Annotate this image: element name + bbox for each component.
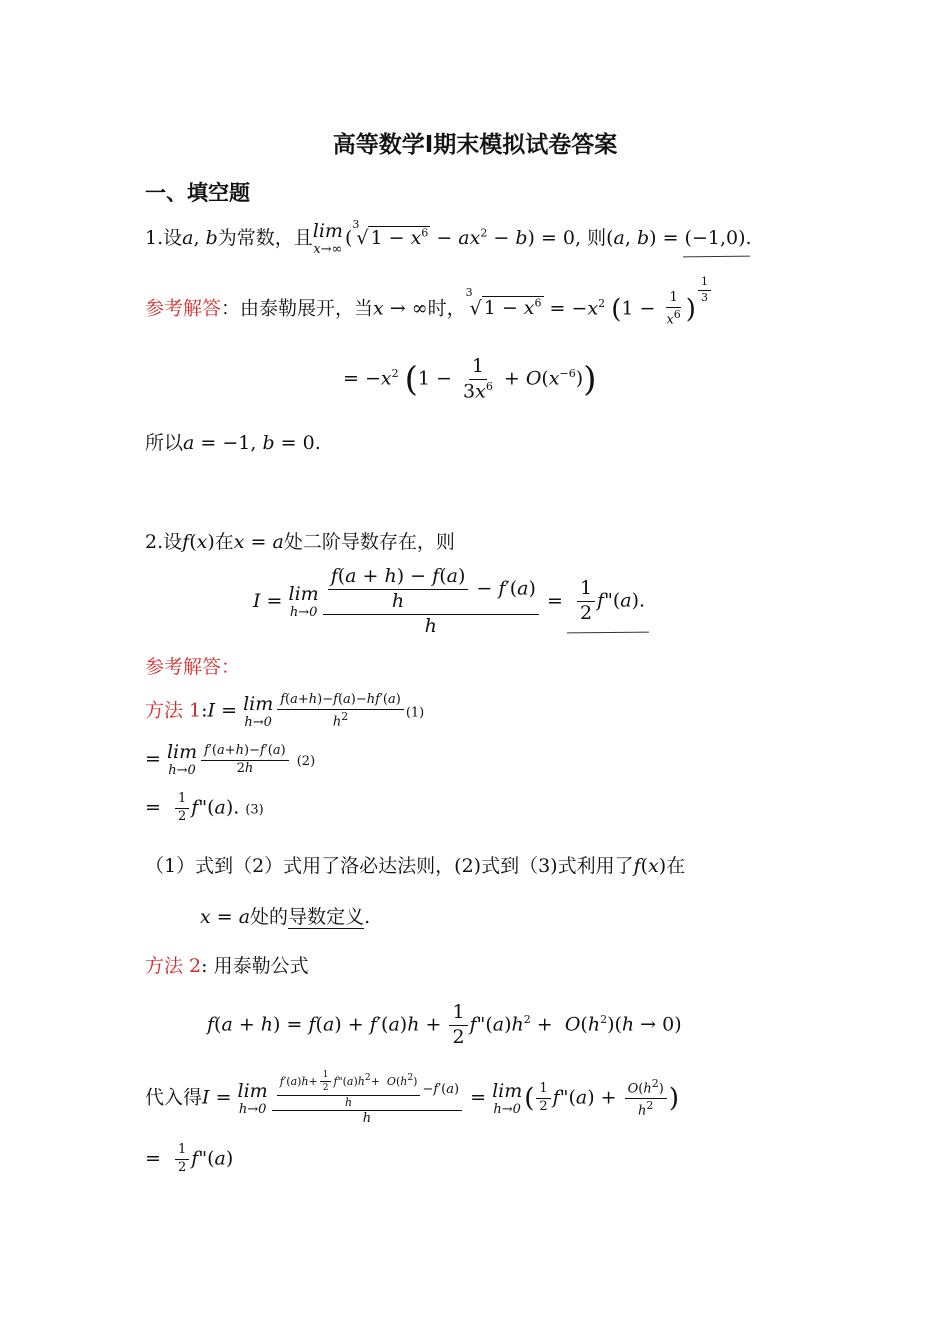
method-label: 方法 1 [145,699,202,722]
method-1-explanation: （1）式到（2）式用了洛必达法则，(2)式到（3)式利用了f(x)在 [145,855,686,877]
solution-text: 时， [427,297,466,320]
section-heading: 一、填空题 [145,181,250,205]
page-title: 高等数学Ⅰ期末模拟试卷答案 [332,132,618,158]
solution-text: ：由泰勒展开，当 [221,297,374,320]
method-1: 方法 1:I = lim h→0 $\frac{f(a+h)-f(a)-hf'(a)}{h^2}$ (1) [145,692,425,730]
step-marker: (1) [405,705,425,721]
answer: (−1,0) [684,227,746,249]
q2-formula: I = lim h→0 $\frac{f(a + h) - f(a)}{h}$ − f′(a) h = $\frac{1}{2}$ f"(a). [253,566,645,638]
conclusion-text: 所以 [145,432,184,454]
question-1: 1.设a, b为常数，且 lim x→∞ ($^3$√ $1 - x^6 - ax^2 - b) = 0$, 则(a, b) = (−1,0) . [145,218,752,257]
substitute-text: 代入得 [145,1086,203,1109]
q1-solution: 参考解答：由泰勒展开，当x → ∞时，$^3$√ $1 - x^6 = -x^2$ (1 − $\frac{1}{x^6}$ ) $^{\frac{1}{3}}$ [145,290,713,328]
q1-solution-expansion: = $-x^2$ (1 − $\frac{1}{3x^6}$ + $O(x^{-6})$) [343,355,597,403]
method-1-explanation-cont: x = a处的导数定义. [200,906,371,928]
question-text: 处二阶导数存在，则 [283,531,455,553]
answer-underline [683,255,750,257]
question-2: 2.设f(x)在x = a处二阶导数存在，则 [145,531,455,553]
derivative-definition-link[interactable]: 导数定义 [288,906,365,928]
question-text: 设 [163,531,183,553]
step-marker: (2) [296,754,316,769]
q1-conclusion: 所以a = −1, b = 0. [145,432,321,454]
question-text: 设 [163,227,183,249]
substitution: 代入得I = lim h→0 f′(a)h+ $\frac{1}{2}$ $f"(a)h^2+ O(h^2)$ h −f′(a) h = lim h→0 ( $\frac{1}{2}$ f"(a) + $\frac{O(h^2)}{h^2}$ ) [145,1070,679,1127]
method-1-step-3: = $\frac{1}{2}$ f"(a). (3) [145,791,264,824]
method-label: 方法 2 [145,955,202,977]
explanation-text: 在 [666,855,686,877]
explanation-text: （1）式到（2）式用了洛必达法则，(2)式到（3)式利用了 [145,855,634,877]
method-text: : 用泰勒公式 [201,955,309,977]
question-text: 则 [587,227,607,249]
question-text: 在 [214,531,234,553]
method-1-step-2: = lim h→0 $\frac{f'(a+h)-f'(a)}{2h}$ (2) [145,741,316,778]
substitution-result: = $\frac{1}{2}$ f"(a) [145,1142,234,1175]
q2-solution-label: 参考解答： [145,656,241,678]
question-number: 2. [145,531,164,553]
question-number: 1. [145,227,164,249]
taylor-formula: f(a + h) = f(a) + f′(a)h + $\frac{1}{2}$ $f"(a)h^2 + O(h^2)(h \to 0)$ [207,1001,682,1048]
step-marker: (3) [245,802,264,818]
solution-label: 参考解答 [145,297,222,320]
method-2 [145,951,309,978]
question-text: 为常数，且 [217,227,313,249]
explanation-text: 处的 [250,906,289,928]
answer-underline [567,631,649,633]
